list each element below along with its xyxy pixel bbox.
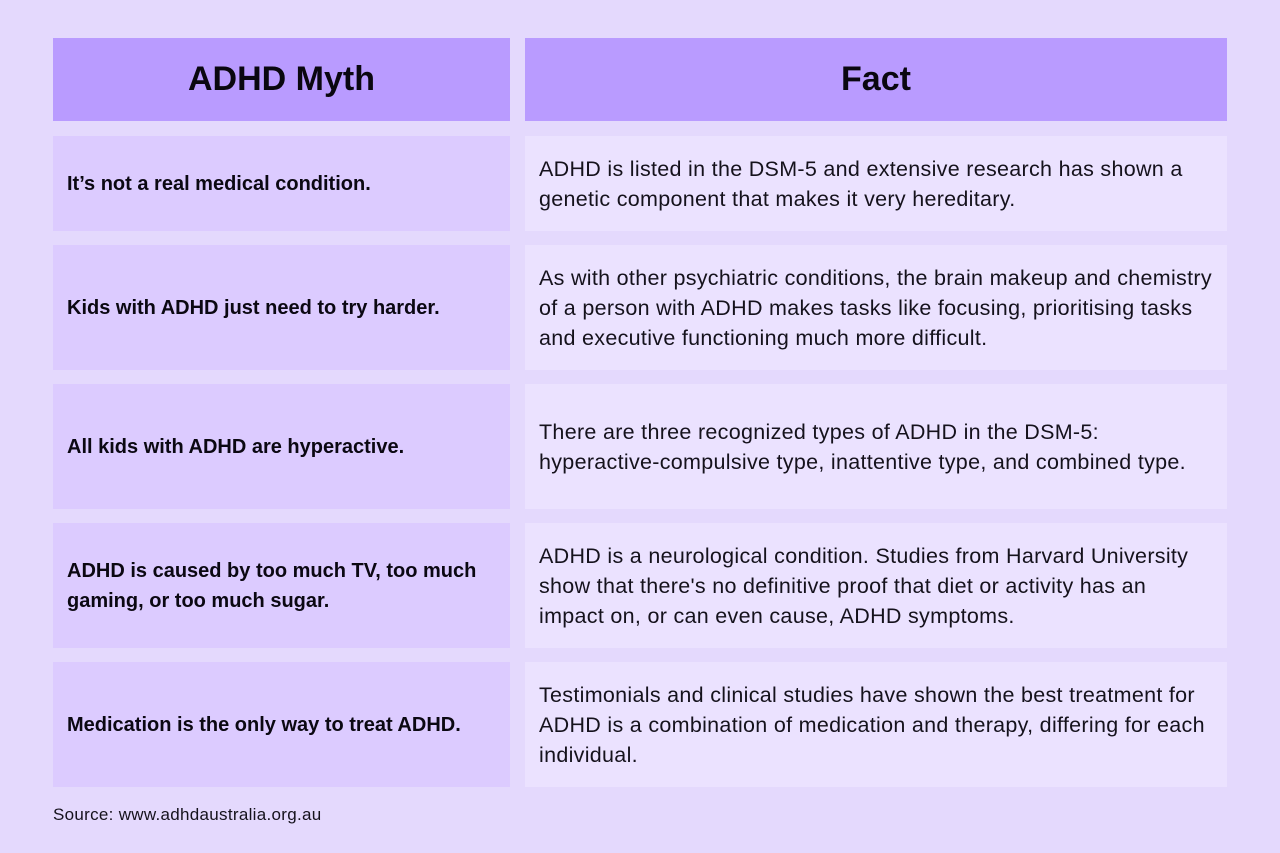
table-row <box>53 136 1227 231</box>
fact-column-header: Fact <box>525 38 1227 121</box>
table-header-row <box>53 38 1227 121</box>
table-row <box>53 245 1227 370</box>
myth-cell: Kids with ADHD just need to try harder. <box>53 245 510 370</box>
fact-cell: There are three recognized types of ADHD in the DSM-5: hyperactive-compulsive type, inattentive type, and combined type. <box>525 384 1227 509</box>
myth-cell: Medication is the only way to treat ADHD. <box>53 662 510 787</box>
table-row <box>53 384 1227 509</box>
fact-cell: As with other psychiatric conditions, the brain makeup and chemistry of a person with ADHD makes tasks like focusing, prioritising tasks and executive functioning much more difficult. <box>525 245 1227 370</box>
fact-cell: ADHD is a neurological condition. Studies from Harvard University show that there's no definitive proof that diet or activity has an impact on, or can even cause, ADHD symptoms. <box>525 523 1227 648</box>
source-citation: Source: www.adhdaustralia.org.au <box>53 805 322 824</box>
fact-cell: ADHD is listed in the DSM-5 and extensive research has shown a genetic component that makes it very hereditary. <box>525 136 1227 231</box>
myth-cell: It’s not a real medical condition. <box>53 136 510 231</box>
fact-cell: Testimonials and clinical studies have shown the best treatment for ADHD is a combination of medication and therapy, differing for each individual. <box>525 662 1227 787</box>
myth-column-header: ADHD Myth <box>53 38 510 121</box>
myth-cell: All kids with ADHD are hyperactive. <box>53 384 510 509</box>
table-row <box>53 523 1227 648</box>
myth-fact-table <box>53 38 1227 801</box>
myth-cell: ADHD is caused by too much TV, too much gaming, or too much sugar. <box>53 523 510 648</box>
table-row <box>53 662 1227 787</box>
